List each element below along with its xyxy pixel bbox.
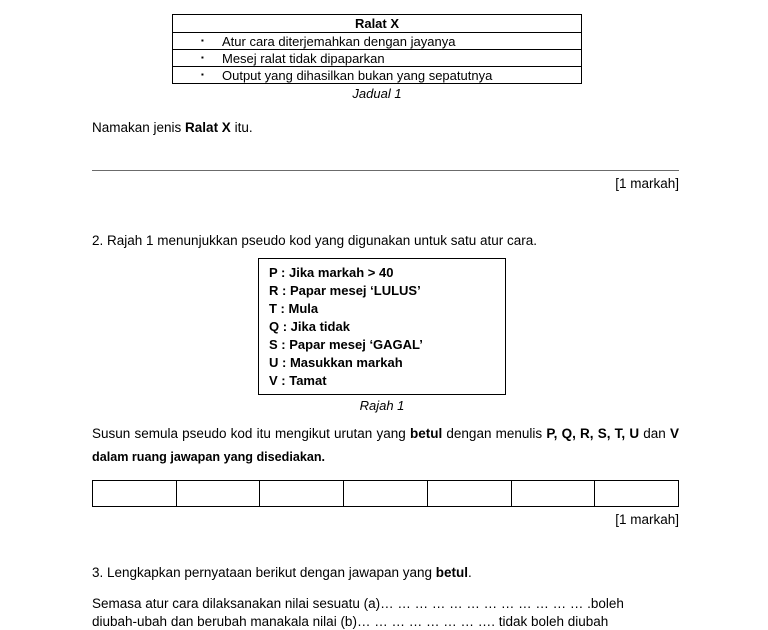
pseudocode-line: V : Tamat [269, 373, 327, 388]
bullet-icon: ▪ [201, 36, 204, 45]
pseudocode-line: U : Masukkan markah [269, 355, 403, 370]
q2-instruction-seg: dan [639, 426, 670, 441]
q3-intro-text: 3. Lengkapkan pernyataan berikut dengan jawapan yang [92, 565, 436, 580]
bullet-icon: ▪ [201, 53, 204, 62]
q2-marks: [1 markah] [615, 512, 679, 527]
pseudocode-line: T : Mula [269, 301, 319, 316]
q1-answer-line [92, 170, 679, 171]
table-row [173, 50, 582, 67]
answer-cell [93, 481, 177, 507]
q2-instruction-bold: dalam ruang jawapan yang disediakan. [92, 449, 326, 464]
pseudocode-line: P : Jika markah > 40 [269, 265, 394, 280]
table-row-content [173, 34, 581, 49]
q1-prompt-tail: itu. [230, 120, 253, 135]
q2-instruction-seg: dengan menulis [442, 426, 547, 441]
content-column [92, 0, 679, 629]
answer-cell [260, 481, 344, 507]
q3-statement-line2: diubah-ubah dan berubah manakala nilai (b)… … … … … … … …. tidak boleh diubah [92, 614, 609, 629]
q3-intro-tail: . [468, 565, 472, 580]
answer-cell [176, 481, 260, 507]
q1-marks: [1 markah] [615, 176, 679, 191]
jadual-caption: Jadual 1 [352, 86, 402, 101]
q1-prompt-bold: Ralat X [185, 120, 231, 135]
q2-instruction-bold: V [669, 426, 679, 441]
rajah-caption: Rajah 1 [359, 398, 405, 413]
pseudocode-line: R : Papar mesej ‘LULUS’ [269, 283, 421, 298]
ralat-table-title: Ralat X [173, 15, 582, 33]
answer-row [93, 481, 679, 507]
pseudocode-line: S : Papar mesej ‘GAGAL’ [269, 337, 423, 352]
q1-prompt [92, 120, 679, 135]
q3-intro [92, 565, 679, 580]
table-row-content [173, 51, 581, 66]
table-row-content [173, 68, 581, 83]
q2-intro: 2. Rajah 1 menunjukkan pseudo kod yang digunakan untuk satu atur cara. [92, 233, 538, 248]
table-row [173, 33, 582, 50]
bullet-icon: ▪ [201, 70, 204, 79]
ralat-table [172, 14, 582, 84]
q2-instruction [92, 423, 679, 468]
pseudocode-box [258, 258, 506, 395]
table-row [173, 67, 582, 84]
q3-statement-line1: Semasa atur cara dilaksanakan nilai sesuatu (a)… … … … … … … … … … … … .boleh [92, 596, 624, 611]
q2-instruction-bold: betul [409, 426, 443, 441]
answer-cell [511, 481, 595, 507]
pseudocode-line: Q : Jika tidak [269, 319, 350, 334]
answer-cell [344, 481, 428, 507]
answer-cell [595, 481, 679, 507]
table-row-text: Mesej ralat tidak dipaparkan [222, 50, 385, 66]
q2-answer-table [92, 480, 679, 507]
q1-prompt-text: Namakan jenis [92, 120, 186, 135]
table-row-text: Output yang dihasilkan bukan yang sepatutnya [222, 67, 493, 83]
ralat-table-header-row [173, 15, 582, 33]
table-row-text: Atur cara diterjemahkan dengan jayanya [222, 33, 456, 49]
answer-cell [427, 481, 511, 507]
q2-instruction-bold: P, Q, R, S, T, U [546, 426, 640, 441]
q2-instruction-seg: Susun semula pseudo kod itu mengikut urutan yang [92, 426, 410, 441]
q3-intro-bold: betul [435, 565, 469, 580]
